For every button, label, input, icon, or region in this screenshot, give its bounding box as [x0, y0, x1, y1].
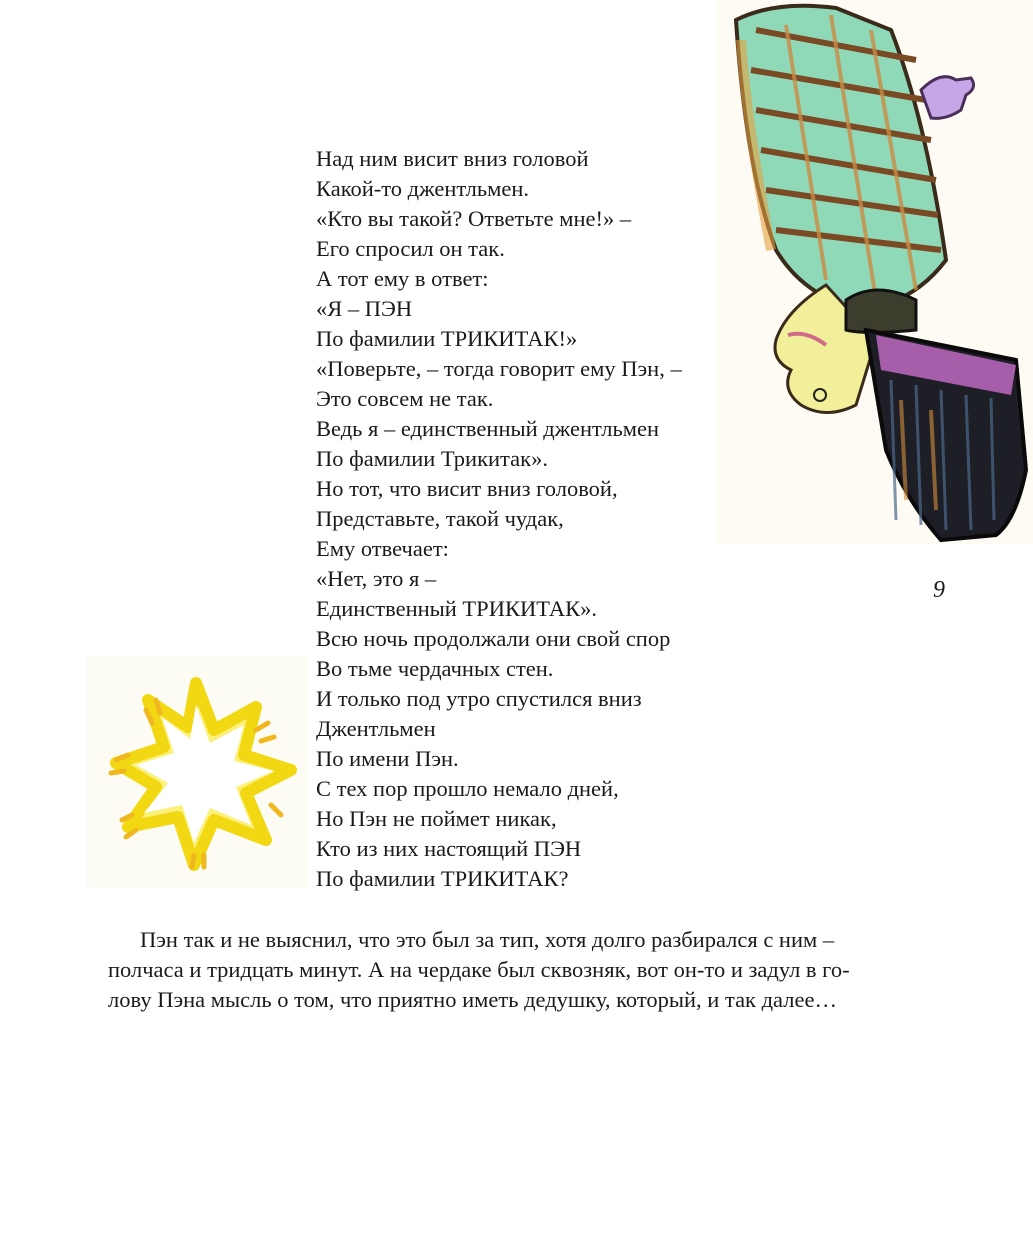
poem-line: Всю ночь продолжали они свой спор: [316, 626, 671, 651]
poem-line: Это совсем не так.: [316, 386, 494, 411]
poem-line: Представьте, такой чудак,: [316, 506, 564, 531]
prose-line: лову Пэна мысль о том, что приятно иметь дедушку, который, и так далее…: [108, 987, 837, 1012]
prose-line: Пэн так и не выяснил, что это был за тип, хотя долго разбирался с ним –: [140, 927, 835, 952]
prose-line: полчаса и тридцать минут. А на чердаке был сквозняк, вот он-то и задул в го-: [108, 957, 850, 982]
poem-line: Но Пэн не поймет никак,: [316, 806, 557, 831]
poem-line: Кто из них настоящий ПЭН: [316, 836, 582, 861]
poem-line: С тех пор прошло немало дней,: [316, 776, 619, 801]
poem-line: Джентльмен: [316, 716, 436, 741]
poem-line: Во тьме чердачных стен.: [316, 656, 554, 681]
page-number: 9: [933, 577, 945, 603]
poem-line: Но тот, что висит вниз головой,: [316, 476, 618, 501]
poem-line: Единственный ТРИКИТАК».: [316, 596, 597, 621]
poem-line: По имени Пэн.: [316, 746, 459, 771]
upside-down-gentleman-illustration: [716, 0, 1033, 545]
poem-line: Ему отвечает:: [316, 536, 449, 561]
poem-line: По фамилии ТРИКИТАК?: [316, 866, 569, 891]
poem-line: Какой-то джентльмен.: [316, 176, 530, 201]
poem-line: «Я – ПЭН: [316, 296, 413, 321]
poem-line: «Поверьте, – тогда говорит ему Пэн, –: [316, 356, 682, 381]
poem-line: Его спросил он так.: [316, 236, 505, 261]
poem-line: По фамилии ТРИКИТАК!»: [316, 326, 578, 351]
poem-line: «Нет, это я –: [316, 566, 437, 591]
poem-line: Ведь я – единственный джентльмен: [316, 416, 660, 441]
yellow-star-illustration: [86, 655, 308, 887]
prose-paragraph: [108, 925, 880, 1015]
poem-line: «Кто вы такой? Ответьте мне!» –: [316, 206, 632, 231]
poem-line: И только под утро спустился вниз: [316, 686, 642, 711]
poem-line: По фамилии Трикитак».: [316, 446, 548, 471]
poem-line: Над ним висит вниз головой: [316, 146, 589, 171]
poem-line: А тот ему в ответ:: [316, 266, 489, 291]
poem: [316, 144, 682, 894]
